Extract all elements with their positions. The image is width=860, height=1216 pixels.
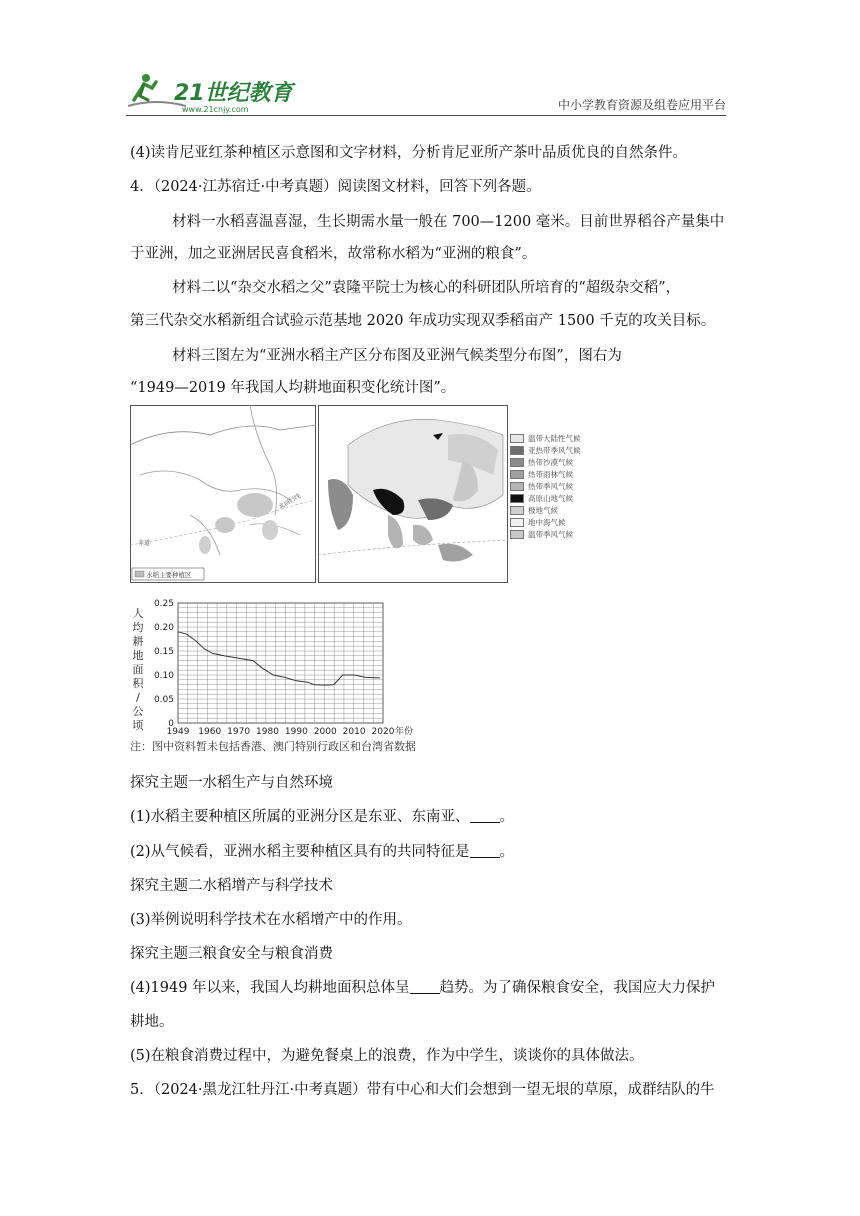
climate-legend-item: [510, 444, 610, 456]
farmland-per-capita-chart: [128, 595, 428, 735]
question-4-2-end: 。: [499, 844, 515, 860]
chart-x-tick-label: 2020: [371, 727, 395, 735]
chart-x-tick-label: 2010: [342, 727, 366, 735]
material-1-line-1: 材料一水稻喜温喜湿，生长期需水量一般在 700—1200 毫米。目前世界稻谷产量集中: [172, 214, 725, 230]
material-2-line-2: 第三代杂交水稻新组合试验示范基地 2020 年成功实现双季稻亩产 1500 千克的攻关目标。: [130, 313, 716, 329]
rice-legend-label: 水稻主要种植区: [146, 571, 192, 579]
question-4-1-text: (1)水稻主要种植区所属的亚洲分区是东亚、东南亚、: [130, 809, 470, 825]
climate-legend-label: 温带大陆性气候: [528, 433, 581, 443]
climate-legend: [510, 432, 610, 540]
question-4-3: (3)举例说明科学技术在水稻增产中的作用。: [130, 912, 412, 928]
chart-x-tick-label: 2000: [313, 727, 337, 735]
climate-legend-swatch: [510, 518, 524, 527]
climate-legend-label: 极地气候: [528, 505, 558, 515]
climate-legend-label: 热带沙漠气候: [528, 457, 573, 467]
theme-3: 探究主题三粮食安全与粮食消费: [130, 946, 333, 962]
theme-2: 探究主题二水稻增产与科学技术: [130, 878, 333, 894]
chart-y-axis-label-char: 公: [132, 705, 144, 718]
climate-legend-label: 热带季风气候: [528, 481, 573, 491]
theme-1: 探究主题一水稻生产与自然环境: [130, 775, 333, 791]
chart-x-tick-label: 1970: [227, 727, 251, 735]
chart-y-tick-label: 0: [168, 719, 174, 729]
header-rule: [126, 115, 726, 116]
climate-legend-list: [510, 432, 610, 540]
climate-legend-swatch: [510, 446, 524, 455]
chart-y-ticks: [154, 599, 174, 729]
chart-y-tick-label: 0.15: [153, 647, 174, 657]
climate-legend-item: [510, 492, 610, 504]
chart-y-axis-label-char: /: [136, 691, 140, 704]
chart-y-axis-label-char: 顷: [132, 719, 144, 732]
chart-y-axis-label-char: 面: [132, 663, 144, 676]
chart-y-tick-label: 0.25: [153, 599, 174, 609]
climate-legend-swatch: [510, 530, 524, 539]
chart-y-axis-label-char: 人: [132, 607, 144, 620]
question-4-1: [130, 807, 514, 827]
climate-legend-label: 温带季风气候: [528, 529, 573, 539]
chart-x-tick-label: 1949: [166, 727, 190, 735]
platform-title: 中小学教育资源及组卷应用平台: [557, 98, 726, 112]
climate-legend-swatch: [510, 506, 524, 515]
material-3-line-2: “1949—2019 年我国人均耕地面积变化统计图”。: [130, 380, 456, 396]
question-4-4: [130, 978, 715, 998]
answer-blank-3: [410, 979, 440, 994]
rice-area-map: [130, 405, 316, 583]
material-2-line-1: 材料二以“杂交水稻之父”袁隆平院士为核心的科研团队所培育的“超级杂交稻”，: [172, 280, 681, 296]
question-4-title: 4．（2024·江苏宿迁·中考真题）阅读图文材料，回答下列各题。: [130, 179, 541, 195]
climate-legend-swatch: [510, 458, 524, 467]
map-label-tropic: 北回归线: [277, 492, 302, 511]
climate-legend-label: 地中海气候: [528, 517, 566, 527]
climate-legend-swatch: [510, 482, 524, 491]
chart-note: 注：图中资料暂未包括香港、澳门特别行政区和台湾省数据: [130, 740, 416, 753]
chart-x-tick-label: 1990: [284, 727, 308, 735]
page-header: [126, 68, 726, 118]
question-4-1-end: 。: [499, 809, 515, 825]
climate-legend-item: [510, 468, 610, 480]
chart-x-tick-label: 1980: [256, 727, 279, 735]
question-3-4: (4)读肯尼亚红茶种植区示意图和文字材料，分析肯尼亚所产茶叶品质优良的自然条件。: [130, 145, 688, 161]
climate-legend-item: [510, 528, 610, 540]
answer-blank-1: [470, 808, 500, 823]
chart-x-tick-label: 1960: [198, 727, 222, 735]
logo-21cnjy: [126, 70, 296, 114]
climate-legend-item: [510, 480, 610, 492]
question-4-4-text: (4)1949 年以来，我国人均耕地面积总体呈: [130, 980, 410, 996]
climate-legend-item: [510, 456, 610, 468]
climate-legend-swatch: [510, 494, 524, 503]
chart-y-axis-label-char: 积: [132, 677, 144, 690]
climate-legend-item: [510, 432, 610, 444]
climate-legend-label: 热带雨林气候: [528, 469, 573, 479]
logo-text: 21世纪教育: [174, 81, 293, 106]
chart-frame: [178, 603, 383, 723]
material-1-line-2: 于亚洲，加之亚洲居民喜食稻米，故常称水稻为“亚洲的粮食”。: [130, 246, 537, 262]
chart-y-tick-label: 0.10: [153, 671, 174, 681]
climate-legend-swatch: [510, 470, 524, 479]
chart-y-tick-label: 0.20: [153, 623, 174, 633]
question-4-4-line-2: 耕地。: [130, 1014, 174, 1030]
answer-blank-2: [470, 843, 500, 858]
climate-legend-swatch: [510, 434, 524, 443]
question-4-2: [130, 842, 514, 862]
question-4-2-text: (2)从气候看，亚洲水稻主要种植区具有的共同特征是: [130, 844, 470, 860]
chart-y-axis-label-char: 均: [132, 621, 144, 634]
chart-y-axis-label-char: 地: [132, 649, 144, 662]
climate-legend-label: 高原山地气候: [528, 493, 573, 503]
climate-type-map: [318, 405, 508, 583]
question-4-5: (5)在粮食消费过程中，为避免餐桌上的浪费，作为中学生，谈谈你的具体做法。: [130, 1048, 644, 1064]
chart-x-ticks: [167, 725, 413, 735]
chart-grid: [178, 603, 383, 723]
climate-legend-label: 亚热带季风气候: [528, 445, 581, 455]
chart-y-axis-label: [133, 607, 145, 732]
material-3-line-1: 材料三图左为“亚洲水稻主产区分布图及亚洲气候类型分布图”，图右为: [172, 348, 622, 364]
map-label-equator: 赤道: [138, 540, 151, 547]
logo-url: www.21cnjy.com: [182, 105, 249, 114]
climate-legend-item: [510, 504, 610, 516]
question-4-4-end: 趋势。为了确保粮食安全，我国应大力保护: [439, 980, 716, 996]
farmland-series-line: [178, 632, 380, 685]
chart-x-axis-label: 年份: [395, 727, 414, 735]
question-5-title: 5．（2024·黑龙江牡丹江·中考真题）带有中心和大们会想到一望无垠的草原，成群结队的牛: [130, 1082, 715, 1098]
climate-legend-item: [510, 516, 610, 528]
chart-y-tick-label: 0.05: [153, 695, 174, 705]
chart-y-axis-label-char: 耕: [132, 635, 144, 648]
